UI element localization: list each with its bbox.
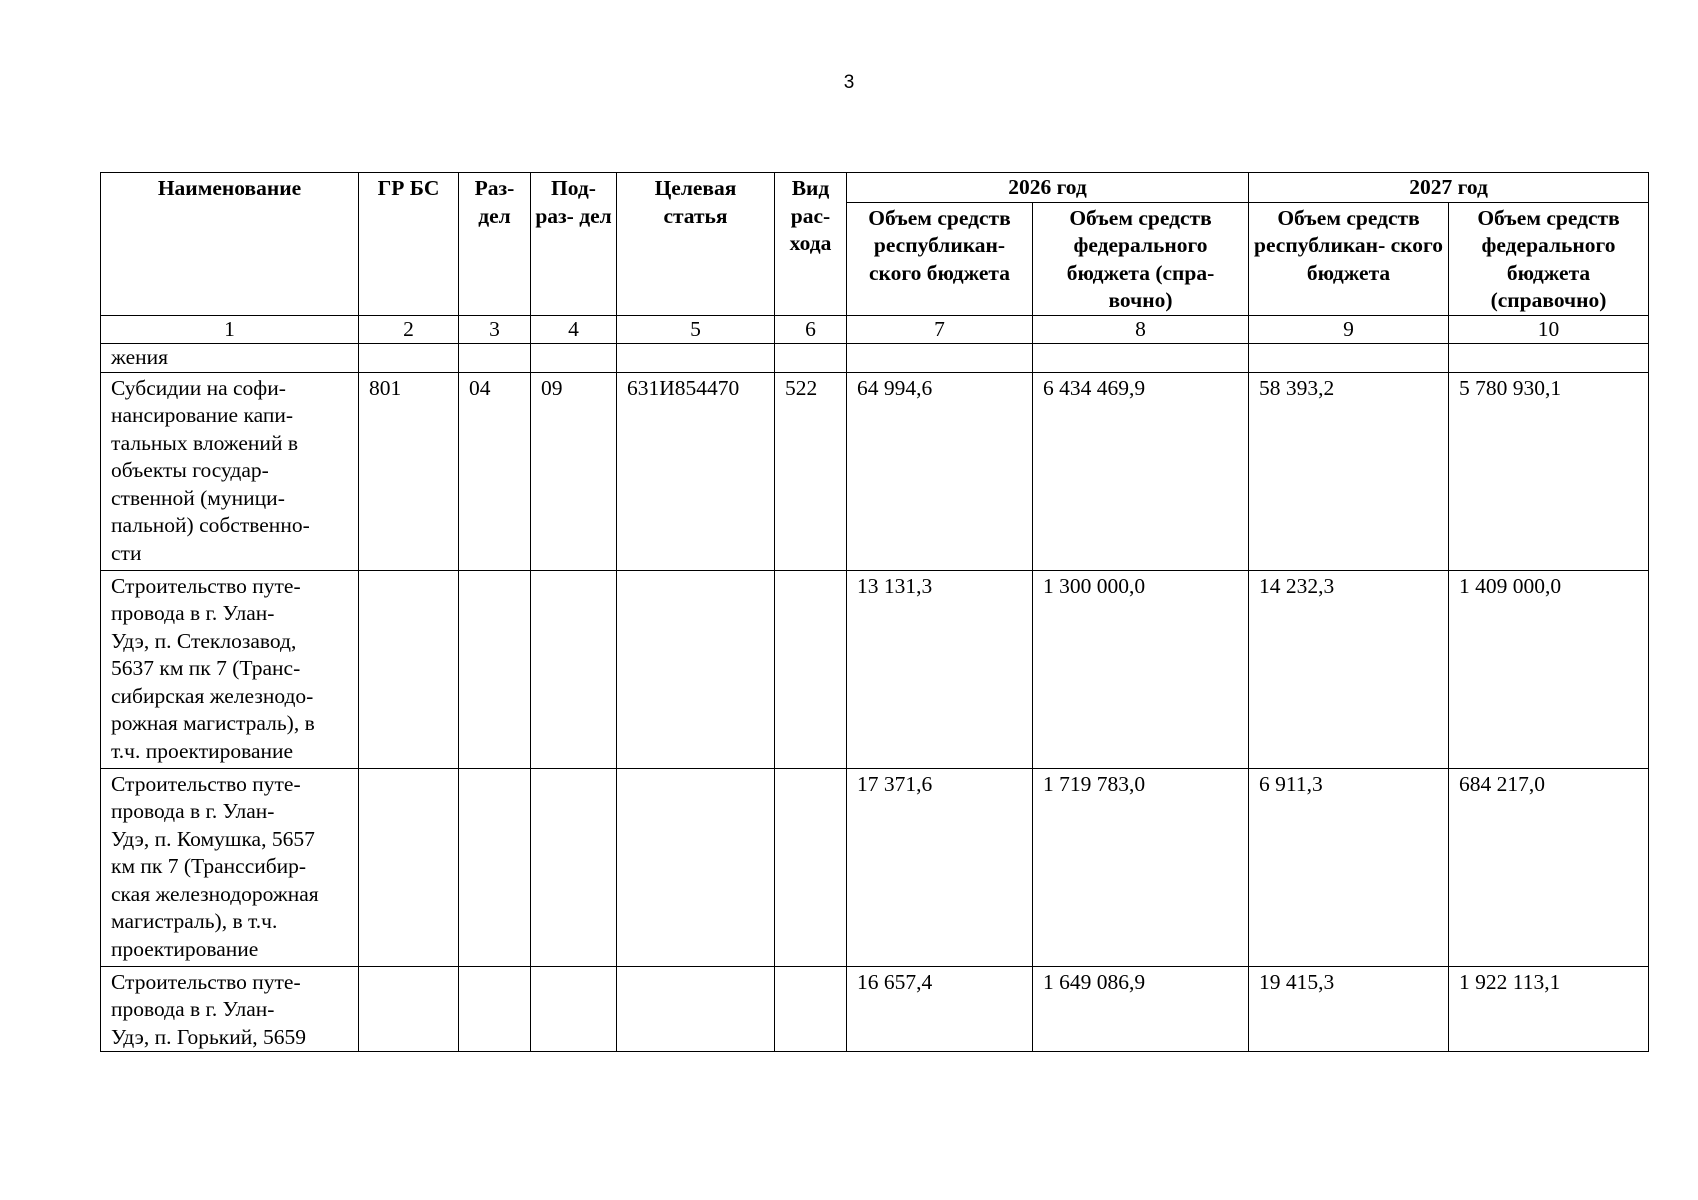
column-number: 6 <box>775 315 847 344</box>
continuation-row <box>101 344 1649 373</box>
row-2027-fed: 5 780 930,1 <box>1449 372 1649 570</box>
row-razdel <box>459 768 531 966</box>
row-podrazdel <box>531 966 617 1052</box>
column-number: 5 <box>617 315 775 344</box>
row-grbs <box>359 570 459 768</box>
header-podrazdel: Под- раз- дел <box>531 173 617 316</box>
row-2027-rep: 6 911,3 <box>1249 768 1449 966</box>
row-2026-rep: 16 657,4 <box>847 966 1033 1052</box>
row-celevaya <box>617 966 775 1052</box>
header-rep-budget-2026: Объем средств республикан- ского бюджета <box>847 202 1033 315</box>
row-grbs <box>359 768 459 966</box>
page-number: 3 <box>843 72 855 93</box>
empty-cell <box>359 344 459 373</box>
header-year-2027: 2027 год <box>1249 173 1649 203</box>
row-celevaya <box>617 570 775 768</box>
table-row <box>101 966 1649 1052</box>
column-number: 7 <box>847 315 1033 344</box>
header-fed-budget-2026: Объем средств федерального бюджета (спра- вочно) <box>1033 202 1249 315</box>
row-vid <box>775 966 847 1052</box>
header-name: Наименование <box>101 173 359 316</box>
continuation-text: жения <box>101 344 359 373</box>
row-2027-rep: 14 232,3 <box>1249 570 1449 768</box>
row-vid: 522 <box>775 372 847 570</box>
row-2026-fed: 1 649 086,9 <box>1033 966 1249 1052</box>
row-2027-rep: 58 393,2 <box>1249 372 1449 570</box>
row-2026-fed: 6 434 469,9 <box>1033 372 1249 570</box>
row-razdel <box>459 966 531 1052</box>
row-name: Субсидии на софи- нансирование капи- тальных вложений в объекты государ- ственной (муници- пальной) собственно- сти <box>101 372 359 570</box>
column-number: 9 <box>1249 315 1449 344</box>
header-year-2026: 2026 год <box>847 173 1249 203</box>
table-row <box>101 372 1649 570</box>
empty-cell <box>847 344 1033 373</box>
row-celevaya <box>617 768 775 966</box>
row-2027-rep: 19 415,3 <box>1249 966 1449 1052</box>
row-grbs: 801 <box>359 372 459 570</box>
column-number: 8 <box>1033 315 1249 344</box>
header-grbs: ГР БС <box>359 173 459 316</box>
table-row <box>101 570 1649 768</box>
row-2026-rep: 17 371,6 <box>847 768 1033 966</box>
header-razdel: Раз- дел <box>459 173 531 316</box>
row-razdel: 04 <box>459 372 531 570</box>
header-row-top <box>101 173 1649 203</box>
row-podrazdel <box>531 768 617 966</box>
row-name: Строительство путе- провода в г. Улан- Удэ, п. Стеклозавод, 5637 км пк 7 (Транс- сибирская железнодо- рожная магистраль), в т.ч. проектирование <box>101 570 359 768</box>
header-vid: Вид рас- хода <box>775 173 847 316</box>
row-2027-fed: 684 217,0 <box>1449 768 1649 966</box>
row-2026-fed: 1 300 000,0 <box>1033 570 1249 768</box>
table-row <box>101 768 1649 966</box>
row-vid <box>775 768 847 966</box>
row-2026-fed: 1 719 783,0 <box>1033 768 1249 966</box>
row-2027-fed: 1 409 000,0 <box>1449 570 1649 768</box>
column-number: 1 <box>101 315 359 344</box>
empty-cell <box>1033 344 1249 373</box>
column-number: 2 <box>359 315 459 344</box>
row-celevaya: 631И854470 <box>617 372 775 570</box>
row-name: Строительство путе- провода в г. Улан- Удэ, п. Комушка, 5657 км пк 7 (Транссибир- ская железнодорожная магистраль), в т.ч. проектирование <box>101 768 359 966</box>
row-razdel <box>459 570 531 768</box>
column-number-row <box>101 315 1649 344</box>
column-number: 3 <box>459 315 531 344</box>
empty-cell <box>1449 344 1649 373</box>
column-number: 4 <box>531 315 617 344</box>
empty-cell <box>775 344 847 373</box>
row-2026-rep: 64 994,6 <box>847 372 1033 570</box>
header-fed-budget-2027: Объем средств федерального бюджета (справочно) <box>1449 202 1649 315</box>
empty-cell <box>617 344 775 373</box>
row-podrazdel <box>531 570 617 768</box>
budget-table <box>100 172 1649 1052</box>
header-rep-budget-2027: Объем средств республикан- ского бюджета <box>1249 202 1449 315</box>
header-celevaya: Целевая статья <box>617 173 775 316</box>
row-podrazdel: 09 <box>531 372 617 570</box>
empty-cell <box>531 344 617 373</box>
row-2026-rep: 13 131,3 <box>847 570 1033 768</box>
empty-cell <box>459 344 531 373</box>
row-name: Строительство путе- провода в г. Улан- Удэ, п. Горький, 5659 <box>101 966 359 1052</box>
row-vid <box>775 570 847 768</box>
empty-cell <box>1249 344 1449 373</box>
row-2027-fed: 1 922 113,1 <box>1449 966 1649 1052</box>
column-number: 10 <box>1449 315 1649 344</box>
row-grbs <box>359 966 459 1052</box>
